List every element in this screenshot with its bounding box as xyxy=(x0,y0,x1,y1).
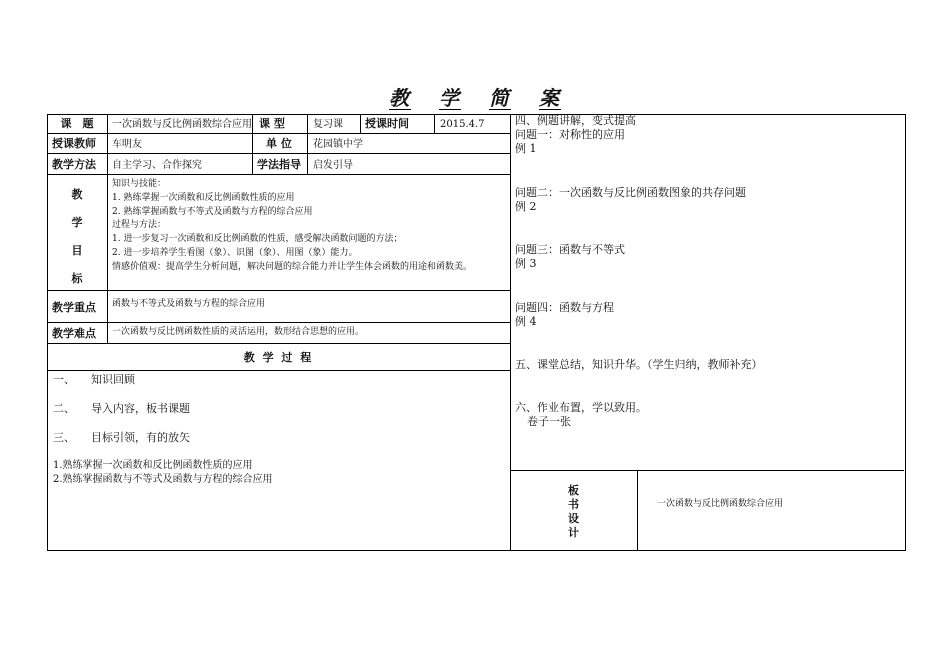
type-value: 复习课 xyxy=(313,119,343,130)
title-char: 简 xyxy=(489,86,511,110)
goals-label-char: 学 xyxy=(71,216,83,229)
process-goals xyxy=(53,459,273,487)
step-text: 知识回顾 xyxy=(91,373,135,386)
goals-line: 知识与技能： xyxy=(112,179,167,189)
right-line: 四、例题讲解，变式提高 xyxy=(515,114,636,127)
teacher-value: 车明友 xyxy=(112,139,142,150)
board-value: 一次函数与反比例函数综合应用 xyxy=(657,499,784,509)
topic-value: 一次函数与反比例函数综合应用 xyxy=(112,119,252,130)
col-line xyxy=(107,114,108,343)
row-line xyxy=(47,133,510,134)
time-value: 2015.4.7 xyxy=(440,119,485,130)
board-label-char: 计 xyxy=(568,526,579,539)
board-label-char: 书 xyxy=(568,498,579,511)
goals-line: 1. 熟练掌握一次函数和反比例函数性质的应用 xyxy=(112,192,295,203)
row-line xyxy=(47,343,510,344)
title-char: 案 xyxy=(539,86,561,110)
difficulty-value: 一次函数与反比例函数性质的灵活运用，数形结合思想的应用。 xyxy=(112,327,365,337)
process-step xyxy=(53,373,135,387)
difficulty-label: 教学难点 xyxy=(52,327,96,340)
title-char: 学 xyxy=(439,86,461,110)
unit-value: 花园镇中学 xyxy=(313,139,363,150)
row-line xyxy=(47,174,510,175)
goals-line: 过程与方法： xyxy=(112,220,167,231)
goals-line: 2. 进一步培养学生看图（象）、识图（象）、用图（象）能力。 xyxy=(112,247,358,258)
step-number: 二、 xyxy=(53,402,75,415)
board-label-char: 板 xyxy=(568,484,579,497)
board-label-char: 设 xyxy=(568,512,579,525)
title-char: 教 xyxy=(389,86,411,110)
key-point-label: 教学重点 xyxy=(52,301,96,314)
right-line: 问题三：函数与不等式 xyxy=(515,243,625,256)
row-line xyxy=(47,322,510,323)
process-heading: 教 学 过 程 xyxy=(243,351,314,364)
right-line: 问题一：对称性的应用 xyxy=(515,128,625,141)
key-point-value: 函数与不等式及函数与方程的综合应用 xyxy=(112,299,266,309)
time-label: 授课时间 xyxy=(365,117,409,130)
process-goal-item: 2.熟练掌握函数与不等式及函数与方程的综合应用 xyxy=(53,474,273,485)
guide-value: 启发引导 xyxy=(313,160,353,171)
col-line xyxy=(252,114,253,174)
row-line xyxy=(510,470,904,471)
process-step xyxy=(53,402,190,416)
right-line: 六、作业布置，学以致用。 xyxy=(515,401,647,414)
teacher-label: 授课教师 xyxy=(52,137,96,150)
method-value: 自主学习、合作探究 xyxy=(112,160,202,171)
col-line xyxy=(434,114,435,133)
goals-content xyxy=(112,178,472,275)
step-text: 导入内容，板书课题 xyxy=(91,402,190,415)
goals-label-char: 标 xyxy=(71,272,83,285)
type-label: 课 型 xyxy=(259,117,285,130)
process-goal-item: 1.熟练掌握一次函数和反比例函数性质的应用 xyxy=(53,460,253,471)
col-line xyxy=(637,470,638,550)
right-line: 例 3 xyxy=(515,257,537,270)
row-line xyxy=(47,370,510,371)
right-line: 五、课堂总结，知识升华。（学生归纳，教师补充） xyxy=(515,358,763,371)
step-text: 目标引领，有的放矢 xyxy=(91,431,190,444)
topic-label: 课 题 xyxy=(60,117,94,130)
col-line xyxy=(307,114,308,174)
goals-line: 1. 进一步复习一次函数和反比例函数的性质，感受解决函数问题的方法； xyxy=(112,234,403,245)
goals-label-char: 教 xyxy=(71,188,83,201)
step-number: 一、 xyxy=(53,373,75,386)
right-line: 例 1 xyxy=(515,142,537,155)
right-line: 例 4 xyxy=(515,315,537,328)
row-line xyxy=(47,290,510,291)
goals-label-char: 目 xyxy=(71,244,83,257)
page-title xyxy=(0,86,950,110)
right-line: 例 2 xyxy=(515,200,537,213)
goals-line: 情感价值观：提高学生分析问题，解决问题的综合能力并让学生体会函数的用途和函数美。 xyxy=(112,261,473,272)
col-line xyxy=(360,114,361,133)
right-line: 问题二：一次函数与反比例函数图象的共存问题 xyxy=(515,186,746,199)
right-line: 问题四：函数与方程 xyxy=(515,301,614,314)
process-step xyxy=(53,431,190,445)
guide-label: 学法指导 xyxy=(257,158,301,171)
row-line xyxy=(47,153,510,154)
goals-line: 2. 熟练掌握函数与不等式及函数与方程的综合应用 xyxy=(112,206,313,217)
step-number: 三、 xyxy=(53,431,75,444)
right-line: 卷子一张 xyxy=(527,415,571,428)
unit-label: 单 位 xyxy=(266,137,292,150)
method-label: 教学方法 xyxy=(52,158,96,171)
